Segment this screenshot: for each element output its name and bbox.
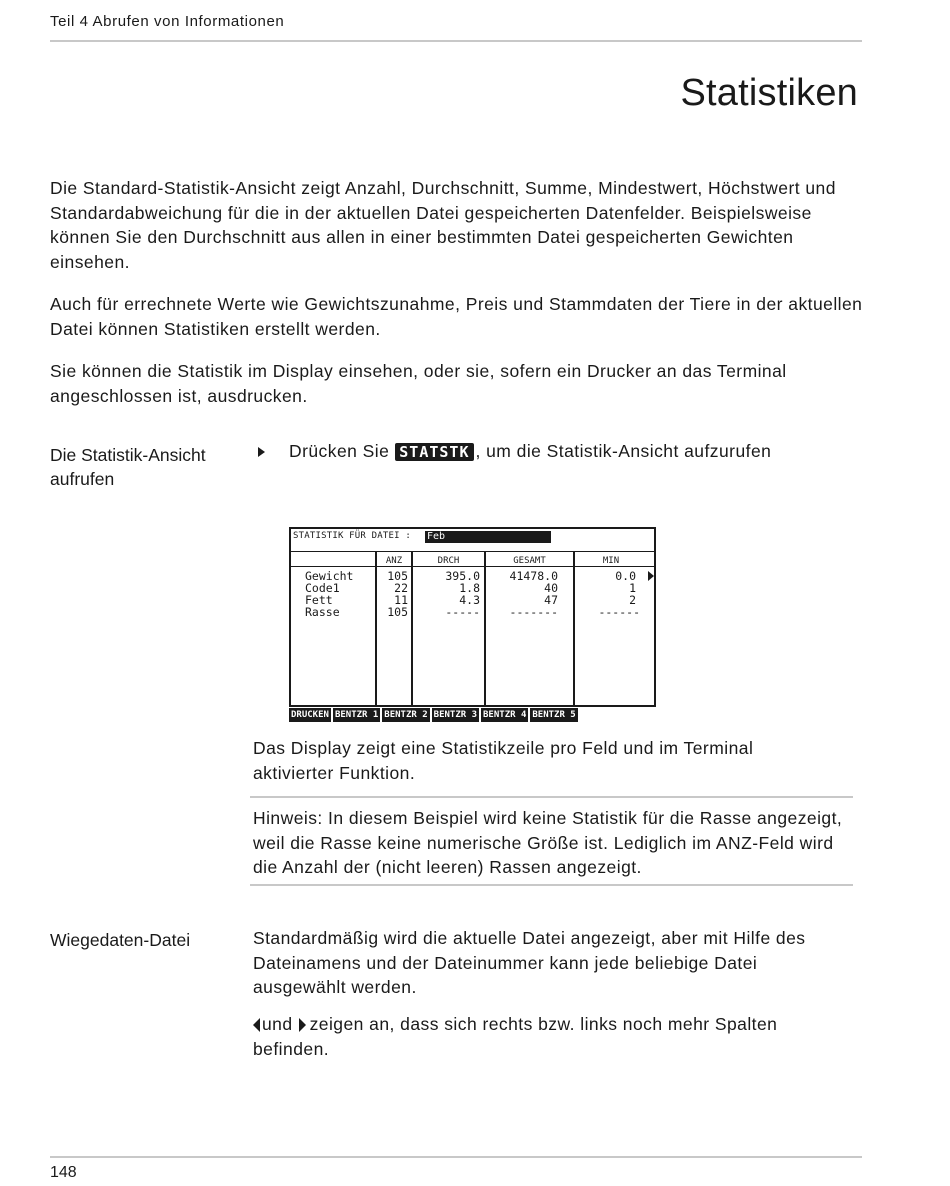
display-row-anz: 105 bbox=[387, 569, 408, 583]
footer-rule bbox=[50, 1156, 862, 1158]
intro-paragraph-1: Die Standard-Statistik-Ansicht zeigt Anzahl, Durchschnitt, Summe, Mindestwert, Höchstwert und Standardabweichung für die in der aktuellen Datei gespeicherten Datenfelder. Beispielsweise können Sie den Durchschnitt aus allen in einer bestimmten Datei gespeicherten Gewichten einsehen. bbox=[50, 178, 836, 272]
display-title: STATISTIK FÜR DATEI : bbox=[293, 531, 411, 541]
display-row-field: Gewicht bbox=[305, 569, 354, 583]
right-arrow-icon bbox=[299, 1018, 306, 1032]
display-row-gesamt: ------- bbox=[509, 605, 558, 619]
display-row-gesamt: 41478.0 bbox=[509, 569, 558, 583]
softkey-bentzr-5[interactable]: BENTZR 5 bbox=[532, 710, 576, 720]
display-row-drch: 1.8 bbox=[459, 581, 480, 595]
intro-paragraph-3: Sie können die Statistik im Display einsehen, oder sie, sofern ein Drucker an das Terminal angeschlossen ist, ausdrucken. bbox=[50, 361, 787, 406]
intro-paragraph-2: Auch für errechnete Werte wie Gewichtszunahme, Preis und Stammdaten der Tiere in der aktuellen Datei können Statistiken erstellt werden. bbox=[50, 294, 863, 339]
display-divider-header bbox=[291, 566, 654, 567]
display-column-divider bbox=[411, 551, 413, 707]
display-row-drch: 4.3 bbox=[459, 593, 480, 607]
page-title: Statistiken bbox=[680, 72, 858, 114]
display-row-anz: 11 bbox=[394, 593, 408, 607]
display-column-divider bbox=[573, 551, 575, 707]
note-rule-bottom bbox=[250, 884, 853, 886]
display-softkeys bbox=[289, 708, 578, 722]
softkey-bentzr-1[interactable]: BENTZR 1 bbox=[334, 710, 379, 720]
display-column-divider bbox=[484, 551, 486, 707]
softkey-bentzr-4[interactable]: BENTZR 4 bbox=[483, 710, 527, 720]
display-divider-top bbox=[291, 551, 654, 552]
display-row-anz: 105 bbox=[387, 605, 408, 619]
wiegedaten-text: Standardmäßig wird die aktuelle Datei angezeigt, aber mit Hilfe des Dateinamens und der Dateinummer kann jede beliebige Datei ausgewählt werden. bbox=[253, 928, 806, 997]
note-text: Hinweis: In diesem Beispiel wird keine Statistik für die Rasse angezeigt, weil die Rasse keine numerische Größe ist. Lediglich im ANZ-Feld wird die Anzahl der (nicht leeren) Rassen angezeigt. bbox=[253, 808, 843, 877]
column-header-gesamt: GESAMT bbox=[513, 556, 546, 566]
instruction-text-after: , um die Statistik-Ansicht aufzurufen bbox=[475, 441, 772, 461]
display-column-divider bbox=[375, 551, 377, 707]
section-label-statistik-ansicht: Die Statistik-Ansicht aufrufen bbox=[50, 445, 206, 489]
softkey-bentzr-2[interactable]: BENTZR 2 bbox=[384, 710, 428, 720]
display-row-gesamt: 40 bbox=[544, 581, 558, 595]
instruction-step bbox=[258, 441, 771, 462]
display-file-name: Feb bbox=[425, 531, 551, 543]
page-number: 148 bbox=[50, 1164, 77, 1181]
section-label-wiegedaten-datei: Wiegedaten-Datei bbox=[50, 930, 191, 950]
statstk-key: STATSTK bbox=[395, 443, 473, 461]
display-row-field: Code1 bbox=[305, 581, 340, 595]
bullet-arrow-icon bbox=[258, 447, 265, 457]
column-header-min: MIN bbox=[602, 556, 620, 566]
display-row-field: Fett bbox=[305, 593, 333, 607]
running-header: Teil 4 Abrufen von Informationen bbox=[50, 13, 285, 30]
scroll-right-arrow-icon bbox=[648, 571, 654, 581]
arrows-rest-text: zeigen an, dass sich rechts bzw. links noch mehr Spalten befinden. bbox=[253, 1014, 778, 1059]
display-row-min: 1 bbox=[629, 581, 636, 595]
softkey-drucken[interactable]: DRUCKEN bbox=[291, 710, 329, 720]
display-caption: Das Display zeigt eine Statistikzeile pro Feld und im Terminal aktivierter Funktion. bbox=[253, 738, 754, 783]
display-row-anz: 22 bbox=[394, 581, 408, 595]
left-arrow-icon bbox=[253, 1018, 260, 1032]
display-row-field: Rasse bbox=[305, 605, 340, 619]
display-row-min: ------ bbox=[598, 605, 640, 619]
note-rule-top bbox=[250, 796, 853, 798]
instruction-text-before: Drücken Sie bbox=[289, 441, 390, 461]
display-row-drch: ----- bbox=[445, 605, 480, 619]
header-rule bbox=[50, 40, 862, 42]
softkey-bentzr-3[interactable]: BENTZR 3 bbox=[433, 710, 478, 720]
arrows-and-text: und bbox=[262, 1014, 293, 1034]
display-row-min: 2 bbox=[629, 593, 636, 607]
column-header-anz: ANZ bbox=[385, 556, 403, 566]
display-row-drch: 395.0 bbox=[445, 569, 480, 583]
display-row-gesamt: 47 bbox=[544, 593, 558, 607]
display-row-min: 0.0 bbox=[615, 569, 636, 583]
arrows-explanation bbox=[253, 1012, 843, 1061]
terminal-display bbox=[289, 527, 656, 707]
column-header-drch: DRCH bbox=[437, 556, 460, 566]
